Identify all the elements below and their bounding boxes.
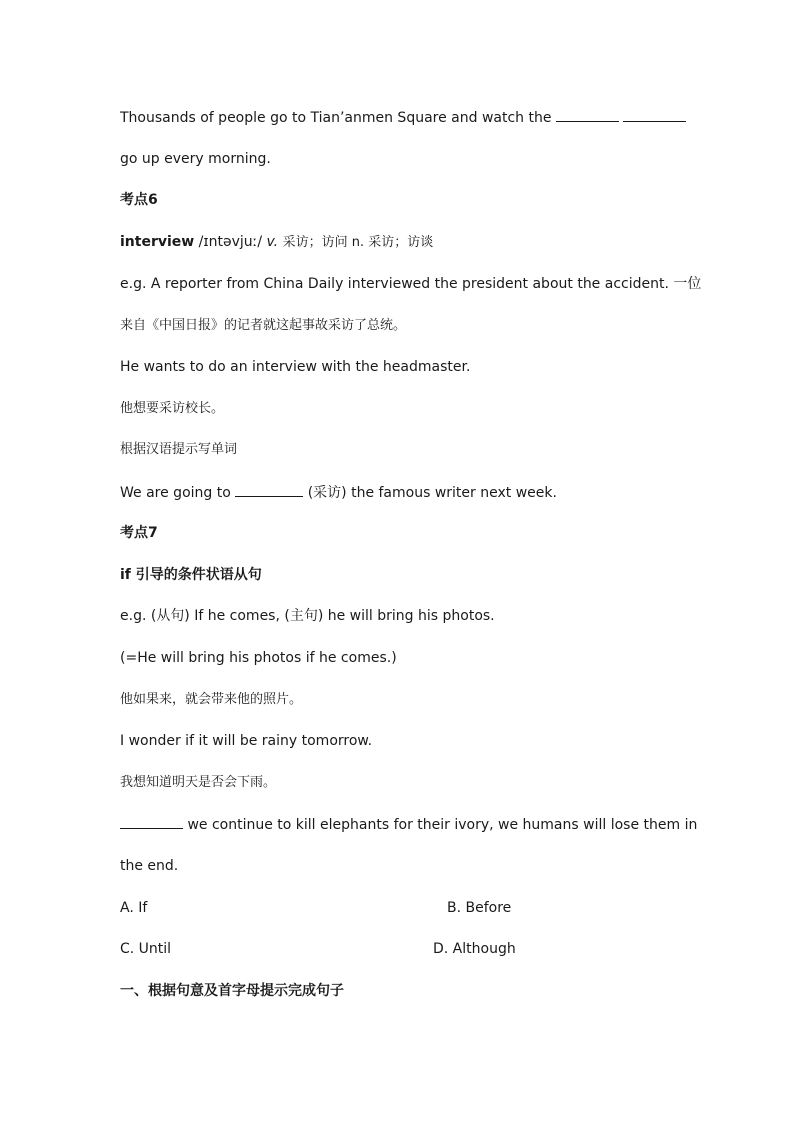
fill-in-sentence [120,482,680,503]
vocab-phonetic: /ɪntəvjuː/ [198,234,263,250]
sentence-line-2: go up every morning. [120,151,271,167]
vocab-pos: v. [266,234,279,250]
example-translation: 他想要采访校长。 [120,401,225,416]
example-line: (=He will bring his photos if he comes.) [120,650,397,666]
answer-blank[interactable] [556,107,619,122]
question-line [120,814,698,835]
answer-blank[interactable] [235,482,303,497]
example-translation: 他如果来，就会带来他的照片。 [120,692,303,707]
vocab-definition: 采访；访问 n. 采访；访谈 [282,235,434,250]
vocab-entry [120,232,680,253]
section-heading-6: 考点6 [120,192,158,208]
question-text: we continue to kill elephants for their ivory, we humans will lose them in [187,817,698,833]
example-translation: 我想知道明天是否会下雨。 [120,775,277,790]
section-heading-7: 考点7 [120,525,158,541]
option-a[interactable]: A. If [120,900,148,916]
example-translation: 来自《中国日报》的记者就这起事故采访了总统。 [120,318,407,333]
section-title: 一、根据句意及首字母提示完成句子 [120,983,344,999]
option-d[interactable]: D. Although [433,941,516,957]
vocab-word: interview [120,234,195,250]
grammar-topic-title: if 引导的条件状语从句 [120,567,262,583]
option-c[interactable]: C. Until [120,941,172,957]
example-line: e.g. A reporter from China Daily interviewed the president about the accident. 一位 [120,276,702,292]
answer-blank[interactable] [120,814,183,829]
fill-in-prefix: We are going to [120,485,231,501]
example-line: e.g. (从句) If he comes, (主句) he will bring his photos. [120,608,495,624]
question-line-2: the end. [120,858,179,874]
option-b[interactable]: B. Before [447,900,512,916]
sentence-line-1 [120,107,680,128]
exercise-instruction: 根据汉语提示写单词 [120,442,238,457]
sentence-text: Thousands of people go to Tian’anmen Square and watch the [120,110,552,126]
example-line: He wants to do an interview with the headmaster. [120,359,471,375]
answer-blank[interactable] [623,107,686,122]
example-line: I wonder if it will be rainy tomorrow. [120,733,373,749]
fill-in-suffix: (采访) the famous writer next week. [307,485,557,501]
